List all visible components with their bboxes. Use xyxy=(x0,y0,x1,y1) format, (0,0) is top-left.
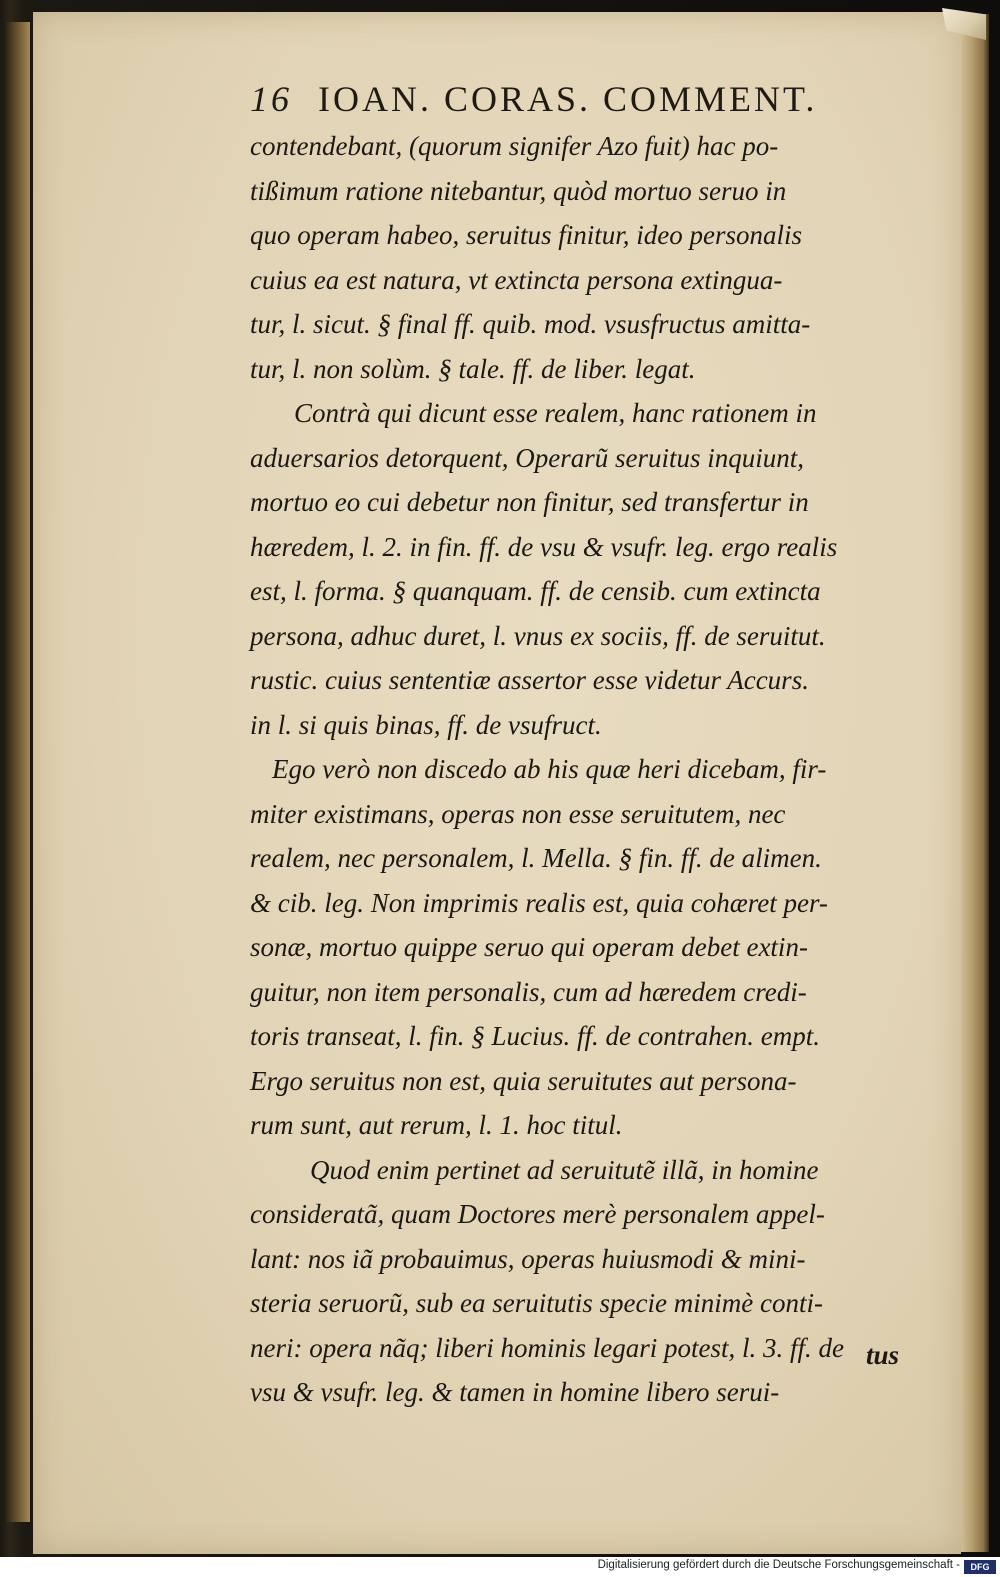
text-line: contendebant, (quorum signifer Azo fuit) hac po- xyxy=(250,131,779,161)
footer-credit: Digitalisierung gefördert durch die Deutsche Forschungsgemeinschaft - xyxy=(597,1559,960,1571)
text-line: cuius ea est natura, vt extincta persona extingua- xyxy=(250,264,783,295)
text-line: hæredem, l. 2. in fin. ff. de vsu & vsufr. leg. ergo realis xyxy=(250,531,838,562)
text-line: tur, l. sicut. § final ff. quib. mod. vsusfructus amitta- xyxy=(250,309,811,339)
text-line: tur, l. non solùm. § tale. ff. de liber. legat. xyxy=(250,353,696,384)
running-head xyxy=(250,78,850,128)
text-line: steria seruorũ, sub ea seruitutis specie minimè conti- xyxy=(250,1288,823,1318)
text-line: rustic. cuius sententiæ assertor esse videtur Accurs. xyxy=(250,665,809,695)
paragraph-start-line: Ego verò non discedo ab his quæ heri dicebam, fir- xyxy=(272,754,827,784)
paragraph-start-line: Quod enim pertinet ad seruitutẽ illã, in homine xyxy=(310,1154,819,1185)
binding-edge xyxy=(6,22,30,1522)
text-line: & cib. leg. Non imprimis realis est, quia cohæret per- xyxy=(250,887,828,918)
running-title: IOAN. CORAS. COMMENT. xyxy=(318,79,818,119)
text-line: realem, nec personalem, l. Mella. § fin. ff. de alimen. xyxy=(250,843,822,873)
text-line: lant: nos iã probauimus, operas huiusmodi & mini- xyxy=(250,1243,806,1274)
text-line: guitur, non item personalis, cum ad hæredem credi- xyxy=(250,976,807,1007)
dfg-logo-icon: DFG xyxy=(964,1560,996,1574)
body-text xyxy=(250,124,910,1415)
text-line: vsu & vsufr. leg. & tamen in homine libero serui- xyxy=(250,1377,780,1407)
paragraph-start-line: Contrà qui dicunt esse realem, hanc rationem in xyxy=(294,398,817,428)
text-line: Ergo seruitus non est, quia seruitutes aut persona- xyxy=(250,1065,797,1096)
text-line: est, l. forma. § quanquam. ff. de censib. cum extincta xyxy=(250,576,821,606)
text-line: toris transeat, l. fin. § Lucius. ff. de contrahen. empt. xyxy=(250,1021,820,1051)
text-line: persona, adhuc duret, l. vnus ex sociis, ff. de seruitut. xyxy=(250,620,826,651)
text-line: miter existimans, operas non esse seruitutem, nec xyxy=(250,798,786,829)
text-line: tißimum ratione nitebantur, quòd mortuo seruo in xyxy=(250,175,787,206)
text-line: sonæ, mortuo quippe seruo qui operam debet extin- xyxy=(250,932,808,962)
text-line: aduersarios detorquent, Operarũ seruitus inquiunt, xyxy=(250,442,805,473)
digitization-footer xyxy=(0,1557,1000,1577)
text-line: quo operam habeo, seruitus finitur, ideo personalis xyxy=(250,220,802,250)
page-stack-edge xyxy=(961,14,989,1552)
text-line: neri: opera nãq; liberi hominis legari potest, l. 3. ff. de xyxy=(250,1332,844,1363)
text-line: rum sunt, aut rerum, l. 1. hoc titul. xyxy=(250,1110,623,1140)
text-line: consideratã, quam Doctores merè personalem appel- xyxy=(250,1199,825,1229)
text-line: in l. si quis binas, ff. de vsufruct. xyxy=(250,709,602,740)
page-number: 16 xyxy=(250,79,292,119)
catchword: tus xyxy=(866,1340,900,1370)
text-line: mortuo eo cui debetur non finitur, sed transfertur in xyxy=(250,487,809,517)
